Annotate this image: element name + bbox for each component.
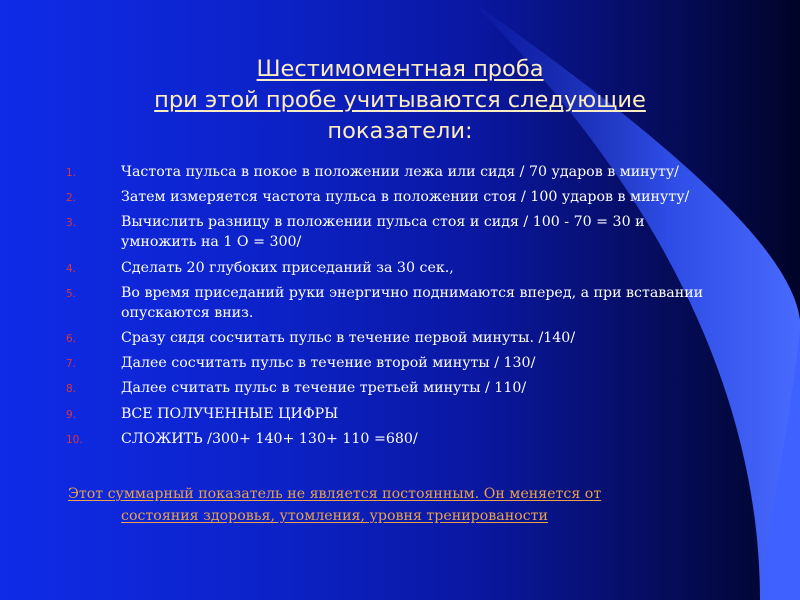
list-item-number: 5. — [66, 287, 77, 300]
summary-line-2: состояния здоровья, утомления, уровня тренированости — [121, 508, 548, 524]
list-item — [66, 429, 706, 449]
list-item-number: 8. — [66, 383, 77, 396]
list-item — [66, 283, 706, 323]
list-item-number: 6. — [66, 332, 77, 345]
list-item-number: 10. — [66, 433, 83, 446]
title-line-3: показатели: — [327, 118, 473, 144]
list-item — [66, 187, 706, 207]
summary-link[interactable] — [68, 483, 728, 527]
list-item-text: Во время приседаний руки энергично поднимаются вперед, а при вставании опускаются вниз. — [121, 284, 704, 321]
list-item-number: 2. — [66, 192, 77, 205]
list-item-number: 4. — [66, 262, 77, 275]
list-item-text: Затем измеряется частота пульса в положении стоя / 100 ударов в минуту/ — [121, 189, 690, 206]
list-item — [66, 404, 706, 424]
list-item-number: 9. — [66, 408, 77, 421]
list-item — [66, 162, 706, 182]
steps-list — [66, 162, 706, 454]
list-item-text: Далее сосчитать пульс в течение второй минуты / 130/ — [121, 355, 536, 372]
list-item-text: Сразу сидя сосчитать пульс в течение первой минуты. /140/ — [121, 329, 576, 346]
list-item-number: 7. — [66, 358, 77, 371]
summary-line-1: Этот суммарный показатель не является постоянным. Он меняется от — [68, 486, 602, 502]
list-item-text: Вычислить разницу в положении пульса стоя и сидя / 100 - 70 = 30 и умножить на 1 О = 300/ — [121, 214, 645, 251]
list-item — [66, 353, 706, 373]
list-item — [66, 258, 706, 278]
list-item-text: ВСЕ ПОЛУЧЕННЫЕ ЦИФРЫ — [121, 405, 339, 422]
list-item-text: Частота пульса в покое в положении лежа или сидя / 70 ударов в минуту/ — [121, 164, 679, 180]
list-item — [66, 328, 706, 348]
list-item — [66, 212, 706, 252]
list-item-text: СЛОЖИТЬ /300+ 140+ 130+ 110 =680/ — [121, 430, 418, 447]
list-item — [66, 378, 706, 398]
list-item-text: Сделать 20 глубоких приседаний за 30 сек., — [121, 259, 454, 276]
title-line-1: Шестимоментная проба — [256, 56, 544, 82]
list-item-number: 1. — [66, 167, 77, 179]
slide-title — [60, 54, 740, 147]
list-item-text: Далее считать пульс в течение третьей минуты / 110/ — [121, 380, 527, 397]
list-item-number: 3. — [66, 217, 77, 230]
title-line-2: при этой пробе учитываются следующие — [154, 87, 646, 113]
